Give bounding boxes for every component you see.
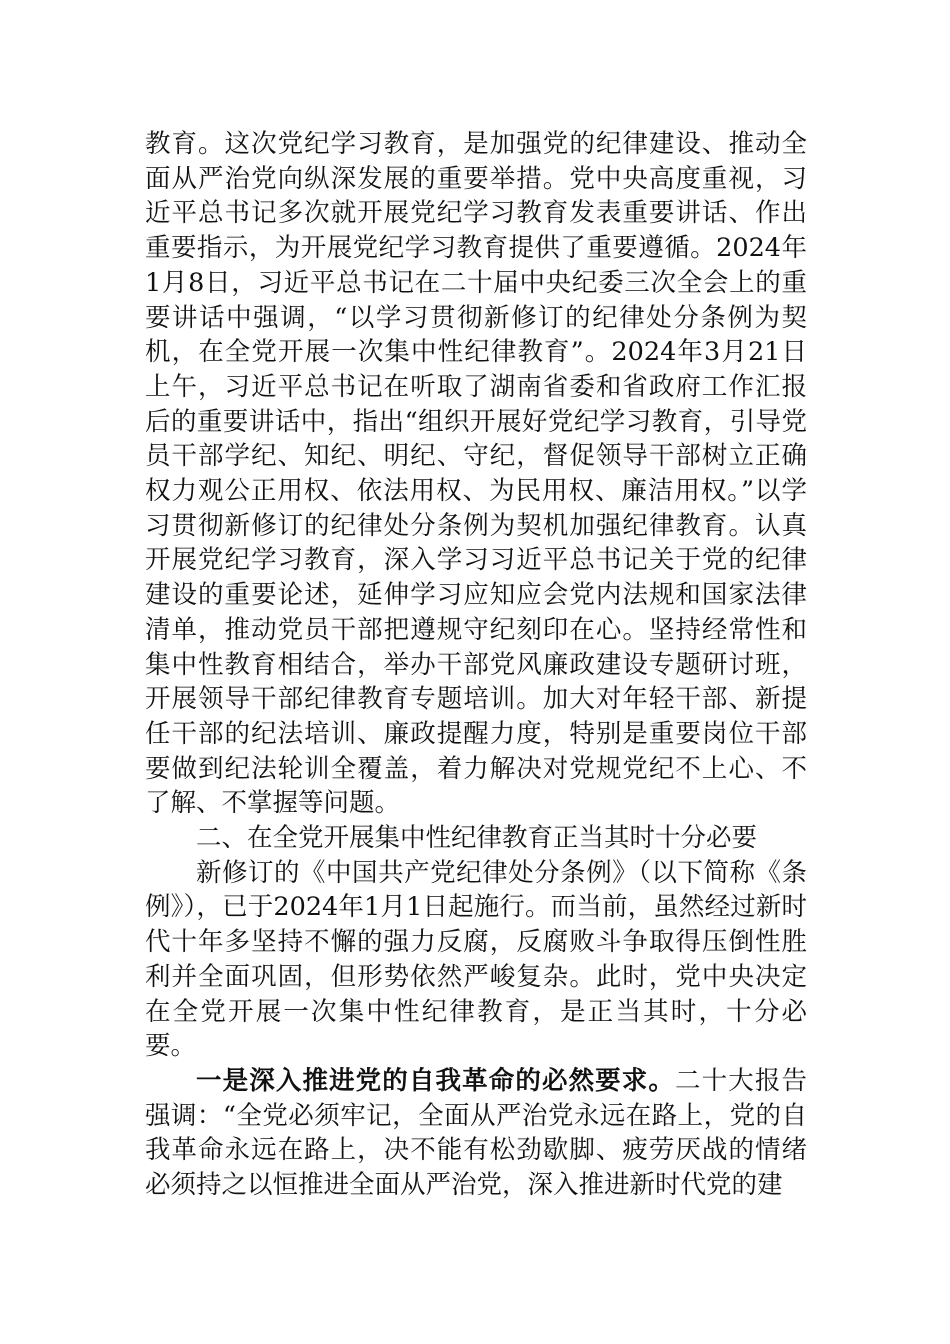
bold-lead-sentence: 一是深入推进党的自我革命的必然要求。	[196, 1065, 676, 1096]
document-body	[145, 127, 807, 1203]
paragraph-first-point-text: 二十大报告强调：“全党必须牢记，全面从严治党永远在路上，党的自我革命永远在路上，决不能有松劲歇脚、疲劳厌战的情绪必须持之以恒推进全面从严治党，深入推进新时代党的建	[145, 1065, 807, 1201]
section-heading: 二、在全党开展集中性纪律教育正当其时十分必要	[196, 823, 758, 854]
paragraph-regulation: 新修订的《中国共产党纪律处分条例》（以下简称《条例》），已于2024年1月1日起施行。而当前，虽然经过新时代十年多坚持不懈的强力反腐，反腐败斗争取得压倒性胜利并全面巩固，但形势依然严峻复杂。此时，党中央决定在全党开展一次集中性纪律教育，是正当其时，十分必要。	[145, 857, 807, 1062]
paragraph-continuation: 教育。这次党纪学习教育，是加强党的纪律建设、推动全面从严治党向纵深发展的重要举措。党中央高度重视，习近平总书记多次就开展党纪学习教育发表重要讲话、作出重要指示，为开展党纪学习教育提供了重要遵循。2024年1月8日，习近平总书记在二十届中央纪委三次全会上的重要讲话中强调，“以学习贯彻新修订的纪律处分条例为契机，在全党开展一次集中性纪律教育”。2024年3月21日上午，习近平总书记在听取了湖南省委和省政府工作汇报后的重要讲话中，指出“组织开展好党纪学习教育，引导党员干部学纪、知纪、明纪、守纪，督促领导干部树立正确权力观公正用权、依法用权、为民用权、廉洁用权。”以学习贯彻新修订的纪律处分条例为契机加强纪律教育。认真开展党纪学习教育，深入学习习近平总书记关于党的纪律建设的重要论述，延伸学习应知应会党内法规和国家法律清单，推动党员干部把遵规守纪刻印在心。坚持经常性和集中性教育相结合，举办干部党风廉政建设专题研讨班，开展领导干部纪律教育专题培训。加大对年轻干部、新提任干部的纪法培训、廉政提醒力度，特别是重要岗位干部要做到纪法轮训全覆盖，着力解决对党规党纪不上心、不了解、不掌握等问题。	[145, 129, 807, 819]
paragraph-first-point	[145, 1064, 807, 1203]
